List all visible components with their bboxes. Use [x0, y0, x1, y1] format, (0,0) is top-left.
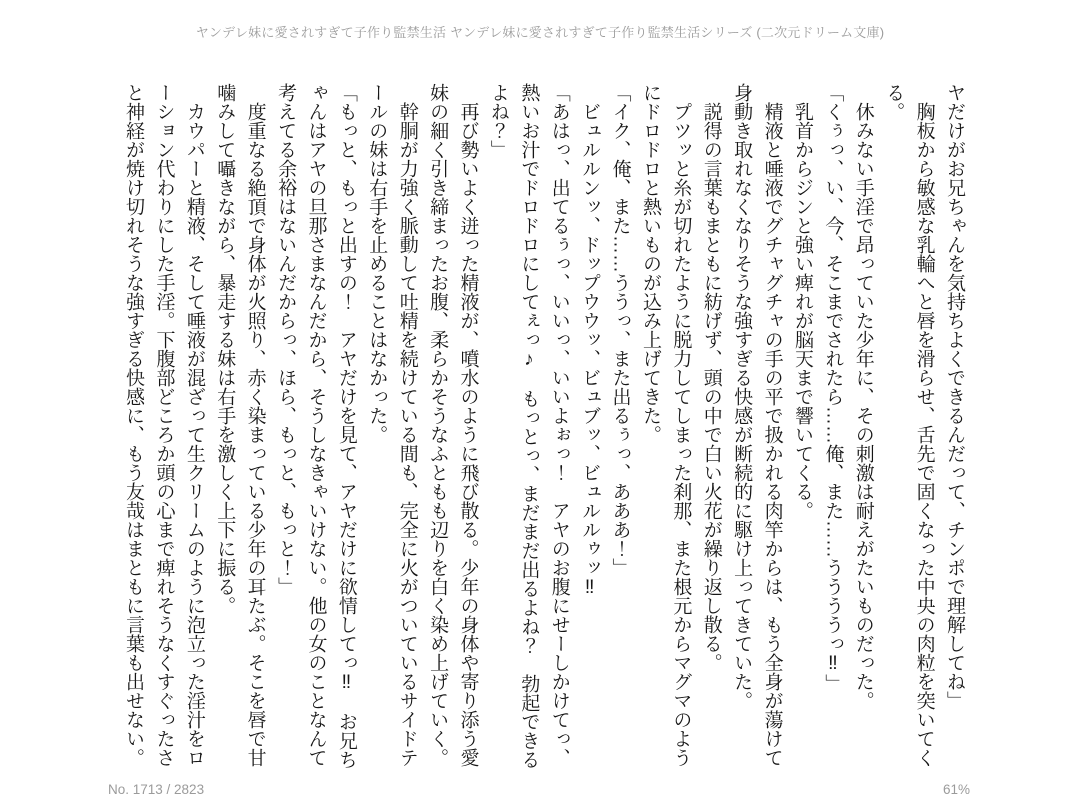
text-line: 再び勢いよく迸った精液が、噴水のように飛び散る。少年の身体や寄り添う愛: [457, 83, 479, 767]
text-line: ーション代わりにした手淫。下腹部どころか頭の心まで痺れそうなくすぐったさ: [153, 83, 175, 767]
text-line: 度重なる絶頂で身体が火照り、赤く染まっている少年の耳たぶ。そこを唇で甘: [244, 83, 266, 767]
text-line: プツッと糸が切れたように脱力してしまった刹那、また根元からマグマのよう: [670, 83, 692, 767]
book-title: ヤンデレ妹に愛されすぎて子作り監禁生活 ヤンデレ妹に愛されすぎて子作り監禁生活シリーズ (二次元ドリーム文庫): [195, 25, 885, 40]
text-line: ビュルルンッ、ドップウウッ、ビュブッ、ビュルルゥッ‼: [579, 83, 601, 598]
text-line: ヤだけがお兄ちゃんを気持ちよくできるんだって、チンポで理解してね」: [944, 83, 965, 710]
text-line: 胸板から敏感な乳輪へと唇を滑らせ、舌先で固くなった中央の肉粒を突いてく: [913, 83, 935, 767]
text-line: ゃんはアヤの旦那さまなんだから、そうしなきゃいけない。他の女のことなんて: [305, 83, 327, 767]
text-line: 「くぅっ、い、今、そこまでされたら……俺、また……ううううっ‼」: [822, 83, 844, 693]
text-line: よね？」: [487, 83, 509, 159]
reading-page-area[interactable]: [118, 83, 969, 773]
text-line: 「もっと、もっと出すの！ アヤだけを見て、アヤだけに欲情してっ‼ お兄ち: [335, 83, 357, 769]
text-line: 考えてる余裕はないんだからっ、ほら、もっと、もっと！」: [275, 83, 297, 596]
text-line: 精液と唾液でグチャグチャの手の平で扱かれる肉竿からは、もう全身が蕩けて: [761, 83, 783, 767]
text-line: 身動き取れなくなりそうな強すぎる快感が断続的に駆け上ってきていた。: [731, 83, 753, 710]
text-line: 噛みして囁きながら、暴走する妹は右手を激しく上下に振る。: [214, 83, 236, 615]
text-line: にドロドロと熱いものが込み上げてきた。: [639, 83, 661, 444]
text-line: 幹胴が力強く脈動して吐精を続けている間も、完全に火がついているサイドテ: [396, 83, 418, 767]
text-line: 「あはっ、出てるぅっ、いいっ、いいよぉっ！ アヤのお腹にせーしかけてっ、: [548, 83, 570, 767]
text-line: 妹の細く引き締まったお腹、柔らかそうなふともも辺りを白く染め上げていく。: [427, 83, 449, 767]
text-line: カウパーと精液、そして唾液が混ざって生クリームのように泡立った淫汁をロ: [183, 83, 205, 767]
text-line: 熱いお汁でドロドロにしてぇっ♪ もっとっ、まだまだ出るよね？ 勃起できる: [518, 83, 540, 769]
text-line: 休みない手淫で昂っていた少年に、その刺激は耐えがたいものだった。: [852, 83, 874, 710]
text-line: る。: [883, 83, 905, 121]
text-line: と神経が焼け切れそうな強すぎる快感に、もう友哉はまともに言葉も出せない。: [123, 83, 145, 767]
progress-percent: 61%: [942, 782, 970, 797]
text-line: 説得の言葉もまともに紡げず、頭の中で白い火花が繰り返し散る。: [700, 83, 722, 672]
location-indicator: No. 1713 / 2823: [108, 782, 205, 797]
text-line: ールの妹は右手を止めることはなかった。: [366, 83, 388, 444]
text-line: 「イク、俺、また……ううっ、また出るぅっ、あああ！」: [609, 83, 631, 577]
text-line: 乳首からジンと強い痺れが脳天まで響いてくる。: [791, 83, 813, 520]
